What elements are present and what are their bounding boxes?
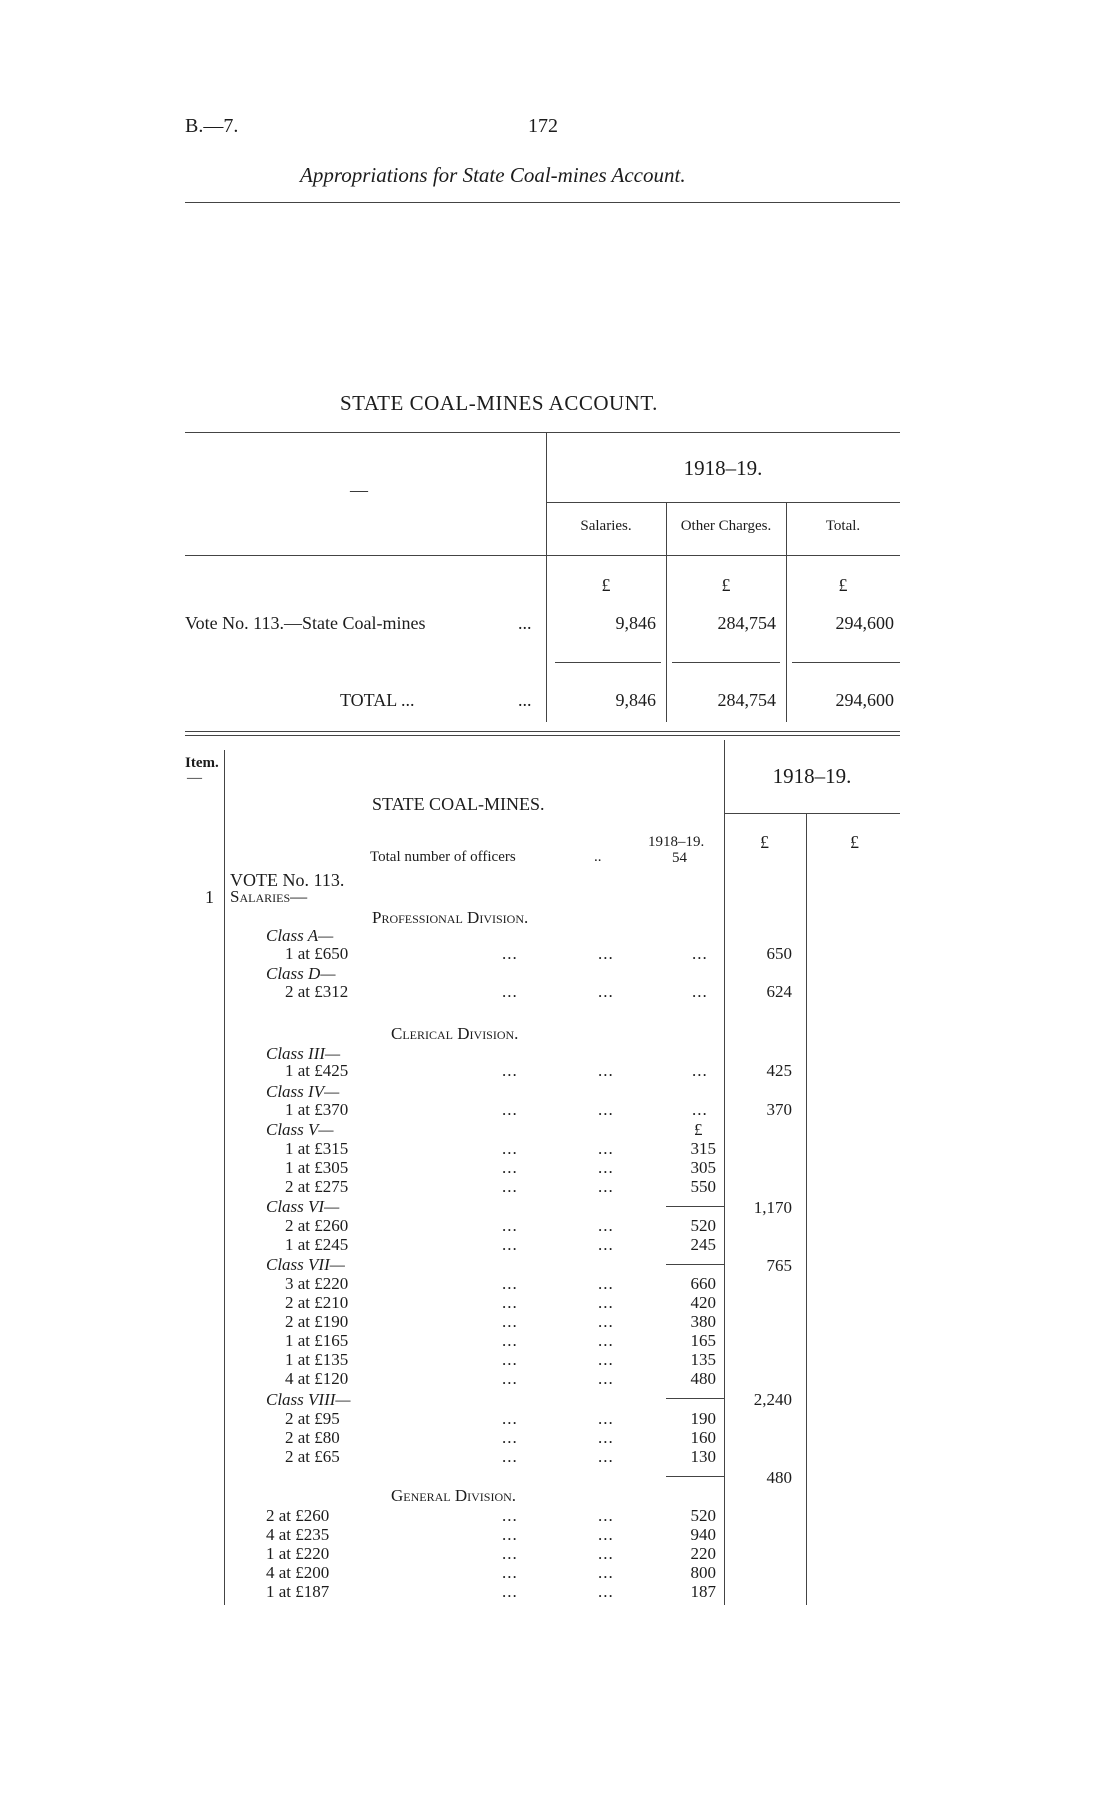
class-8-line-1-dots-2: ... — [598, 1409, 614, 1428]
general-line-2: 4 at £235 — [266, 1525, 330, 1544]
class-3-heading: Class III— — [266, 1044, 341, 1063]
class-5-pound: £ — [694, 1120, 703, 1139]
class-d-amount: 624 — [766, 982, 792, 1001]
class-7-line-3-dots-2: ... — [598, 1312, 614, 1331]
class-d-dots-3: ... — [692, 982, 708, 1001]
class-5-line-3-dots-2: ... — [598, 1177, 614, 1196]
class-7-line-2-value: 420 — [690, 1293, 716, 1312]
officers-dots: .. — [594, 849, 602, 865]
class-3-dots-3: ... — [692, 1061, 708, 1080]
general-line-4-value: 800 — [690, 1563, 716, 1582]
class-6-line-2-dots-1: ... — [502, 1235, 518, 1254]
general-line-4: 4 at £200 — [266, 1563, 330, 1582]
class-5-total: 1,170 — [753, 1198, 792, 1217]
class-6-sum-rule — [666, 1264, 724, 1265]
class-3-amount: 425 — [766, 1061, 792, 1080]
general-line-1-dots-1: ... — [502, 1506, 518, 1525]
class-4-dots-2: ... — [598, 1100, 614, 1119]
general-line-1-dots-2: ... — [598, 1506, 614, 1525]
salaries-heading: Salaries— — [230, 887, 308, 906]
summary-bottom-rule — [185, 731, 900, 732]
total-salaries: 9,846 — [615, 690, 656, 710]
sum-rule-total — [792, 662, 900, 663]
class-5-line-1-value: 315 — [690, 1139, 716, 1158]
class-5-line-2-dots-1: ... — [502, 1158, 518, 1177]
class-4-heading: Class IV— — [266, 1082, 340, 1101]
class-5-line-2: 1 at £305 — [285, 1158, 349, 1177]
class-a-heading: Class A— — [266, 926, 334, 945]
summary-header-rule — [185, 555, 900, 556]
general-line-5: 1 at £187 — [266, 1582, 330, 1601]
class-8-line-3-dots-1: ... — [502, 1447, 518, 1466]
class-8-total: 480 — [766, 1468, 792, 1487]
class-a-amount: 650 — [766, 944, 792, 963]
class-6-line-1-value: 520 — [690, 1216, 716, 1235]
vote-total: 294,600 — [835, 613, 894, 633]
class-7-line-3-dots-1: ... — [502, 1312, 518, 1331]
class-7-line-2: 2 at £210 — [285, 1293, 349, 1312]
item-header-dash: — — [187, 770, 202, 786]
class-5-line-1-dots-1: ... — [502, 1139, 518, 1158]
class-8-line-1: 2 at £95 — [285, 1409, 340, 1428]
detail-section-title: STATE COAL-MINES. — [372, 794, 545, 814]
class-d-dots-1: ... — [502, 982, 518, 1001]
item-column-divider — [224, 750, 225, 1605]
class-8-line-1-dots-1: ... — [502, 1409, 518, 1428]
class-a-line: 1 at £650 — [285, 944, 349, 963]
general-line-4-dots-2: ... — [598, 1563, 614, 1582]
class-7-line-4-value: 165 — [690, 1331, 716, 1350]
vote-heading: VOTE No. 113. — [230, 870, 345, 890]
class-8-line-2-value: 160 — [690, 1428, 716, 1447]
class-8-line-2: 2 at £80 — [285, 1428, 340, 1447]
class-d-heading: Class D— — [266, 964, 336, 983]
officers-count: 54 — [672, 850, 687, 866]
general-line-5-dots-1: ... — [502, 1582, 518, 1601]
col-total-header: Total. — [825, 518, 861, 534]
class-7-line-6-dots-2: ... — [598, 1369, 614, 1388]
class-6-heading: Class VI— — [266, 1197, 340, 1216]
class-8-line-2-dots-2: ... — [598, 1428, 614, 1447]
class-6-line-2-dots-2: ... — [598, 1235, 614, 1254]
class-d-line: 2 at £312 — [285, 982, 349, 1001]
page-number: 172 — [528, 115, 558, 137]
officers-year: 1918–19. — [648, 834, 705, 850]
class-7-line-3: 2 at £190 — [285, 1312, 349, 1331]
class-7-line-5: 1 at £135 — [285, 1350, 349, 1369]
total-other-charges: 284,754 — [717, 690, 776, 710]
general-line-3-value: 220 — [690, 1544, 716, 1563]
class-7-line-6-value: 480 — [690, 1369, 716, 1388]
class-7-line-4-dots-1: ... — [502, 1331, 518, 1350]
class-7-line-5-dots-2: ... — [598, 1350, 614, 1369]
general-line-1-value: 520 — [690, 1506, 716, 1525]
currency-salaries: £ — [601, 575, 611, 595]
summary-title: STATE COAL-MINES ACCOUNT. — [340, 391, 658, 415]
item-number: 1 — [205, 887, 214, 907]
class-d-dots-2: ... — [598, 982, 614, 1001]
detail-pound-2: £ — [850, 832, 859, 852]
general-line-2-dots-1: ... — [502, 1525, 518, 1544]
summary-year-rule — [546, 502, 900, 503]
col-divider-1 — [666, 502, 667, 722]
total-label: TOTAL ... — [340, 690, 415, 710]
vote-other-charges: 284,754 — [717, 613, 776, 633]
class-7-line-4-dots-2: ... — [598, 1331, 614, 1350]
class-8-heading: Class VIII— — [266, 1390, 351, 1409]
class-7-line-1-dots-1: ... — [502, 1274, 518, 1293]
detail-pound-1: £ — [760, 832, 769, 852]
class-4-line: 1 at £370 — [285, 1100, 349, 1119]
summary-year-header: 1918–19. — [683, 456, 763, 480]
class-5-line-3-value: 550 — [690, 1177, 716, 1196]
total-total: 294,600 — [835, 690, 894, 710]
class-a-dots-1: ... — [502, 944, 518, 963]
class-4-amount: 370 — [766, 1100, 792, 1119]
class-7-sum-rule — [666, 1398, 724, 1399]
general-line-2-dots-2: ... — [598, 1525, 614, 1544]
class-6-total: 765 — [766, 1256, 792, 1275]
class-7-line-1: 3 at £220 — [285, 1274, 349, 1293]
header-rule — [185, 202, 900, 203]
summary-bottom-rule-2 — [185, 735, 900, 736]
officers-label: Total number of officers — [370, 849, 516, 865]
general-line-2-value: 940 — [690, 1525, 716, 1544]
professional-division-heading: Professional Division. — [372, 908, 529, 927]
col-salaries-header: Salaries. — [580, 518, 632, 534]
col-divider-2 — [786, 502, 787, 722]
class-8-line-1-value: 190 — [690, 1409, 716, 1428]
class-6-line-2-value: 245 — [690, 1235, 716, 1254]
col-other-header: Other Charges. — [680, 518, 772, 534]
class-8-line-3-value: 130 — [690, 1447, 716, 1466]
general-line-3: 1 at £220 — [266, 1544, 330, 1563]
class-a-dots-2: ... — [598, 944, 614, 963]
class-8-sum-rule — [666, 1476, 724, 1477]
item-header: Item. — [185, 755, 219, 771]
class-7-line-1-value: 660 — [690, 1274, 716, 1293]
class-7-line-3-value: 380 — [690, 1312, 716, 1331]
general-line-5-dots-2: ... — [598, 1582, 614, 1601]
class-5-line-2-value: 305 — [690, 1158, 716, 1177]
general-line-4-dots-1: ... — [502, 1563, 518, 1582]
class-4-dots-1: ... — [502, 1100, 518, 1119]
class-7-line-2-dots-1: ... — [502, 1293, 518, 1312]
class-3-line: 1 at £425 — [285, 1061, 349, 1080]
class-7-line-5-value: 135 — [690, 1350, 716, 1369]
total-leader-dots: ... — [518, 690, 532, 710]
general-line-1: 2 at £260 — [266, 1506, 330, 1525]
vote-leader-dots: ... — [518, 613, 532, 633]
sum-rule-other — [672, 662, 780, 663]
class-6-line-1: 2 at £260 — [285, 1216, 349, 1235]
class-3-dots-2: ... — [598, 1061, 614, 1080]
class-8-line-3-dots-2: ... — [598, 1447, 614, 1466]
class-7-line-6-dots-1: ... — [502, 1369, 518, 1388]
class-7-heading: Class VII— — [266, 1255, 345, 1274]
general-line-3-dots-2: ... — [598, 1544, 614, 1563]
class-8-line-3: 2 at £65 — [285, 1447, 340, 1466]
detail-year-rule — [724, 813, 900, 814]
class-5-heading: Class V— — [266, 1120, 334, 1139]
currency-total: £ — [838, 575, 848, 595]
vote-salaries: 9,846 — [615, 613, 656, 633]
class-8-line-2-dots-1: ... — [502, 1428, 518, 1447]
class-6-line-1-dots-1: ... — [502, 1216, 518, 1235]
class-5-line-2-dots-2: ... — [598, 1158, 614, 1177]
class-3-dots-1: ... — [502, 1061, 518, 1080]
class-7-total: 2,240 — [753, 1390, 792, 1409]
class-5-sum-rule — [666, 1206, 724, 1207]
vote-label: Vote No. 113.—State Coal-mines — [185, 613, 426, 633]
general-line-3-dots-1: ... — [502, 1544, 518, 1563]
general-division-heading: General Division. — [391, 1486, 517, 1505]
page-subtitle: Appropriations for State Coal-mines Account. — [300, 163, 686, 187]
class-7-line-5-dots-1: ... — [502, 1350, 518, 1369]
document-reference: B.—7. — [185, 115, 239, 137]
class-6-line-1-dots-2: ... — [598, 1216, 614, 1235]
summary-top-rule — [185, 432, 900, 433]
sum-rule-salaries — [555, 662, 661, 663]
class-5-line-3: 2 at £275 — [285, 1177, 349, 1196]
class-7-line-1-dots-2: ... — [598, 1274, 614, 1293]
general-line-5-value: 187 — [690, 1582, 716, 1601]
class-7-line-6: 4 at £120 — [285, 1369, 349, 1388]
amount-subcolumn-divider — [806, 813, 807, 1605]
class-5-line-1-dots-2: ... — [598, 1139, 614, 1158]
class-5-line-3-dots-1: ... — [502, 1177, 518, 1196]
class-5-line-1: 1 at £315 — [285, 1139, 349, 1158]
currency-other: £ — [721, 575, 731, 595]
clerical-division-heading: Clerical Division. — [391, 1024, 519, 1043]
summary-stub-dash: — — [350, 480, 368, 500]
class-a-dots-3: ... — [692, 944, 708, 963]
class-7-line-4: 1 at £165 — [285, 1331, 349, 1350]
detail-year-header: 1918–19. — [772, 764, 852, 788]
class-6-line-2: 1 at £245 — [285, 1235, 349, 1254]
class-4-dots-3: ... — [692, 1100, 708, 1119]
class-7-line-2-dots-2: ... — [598, 1293, 614, 1312]
